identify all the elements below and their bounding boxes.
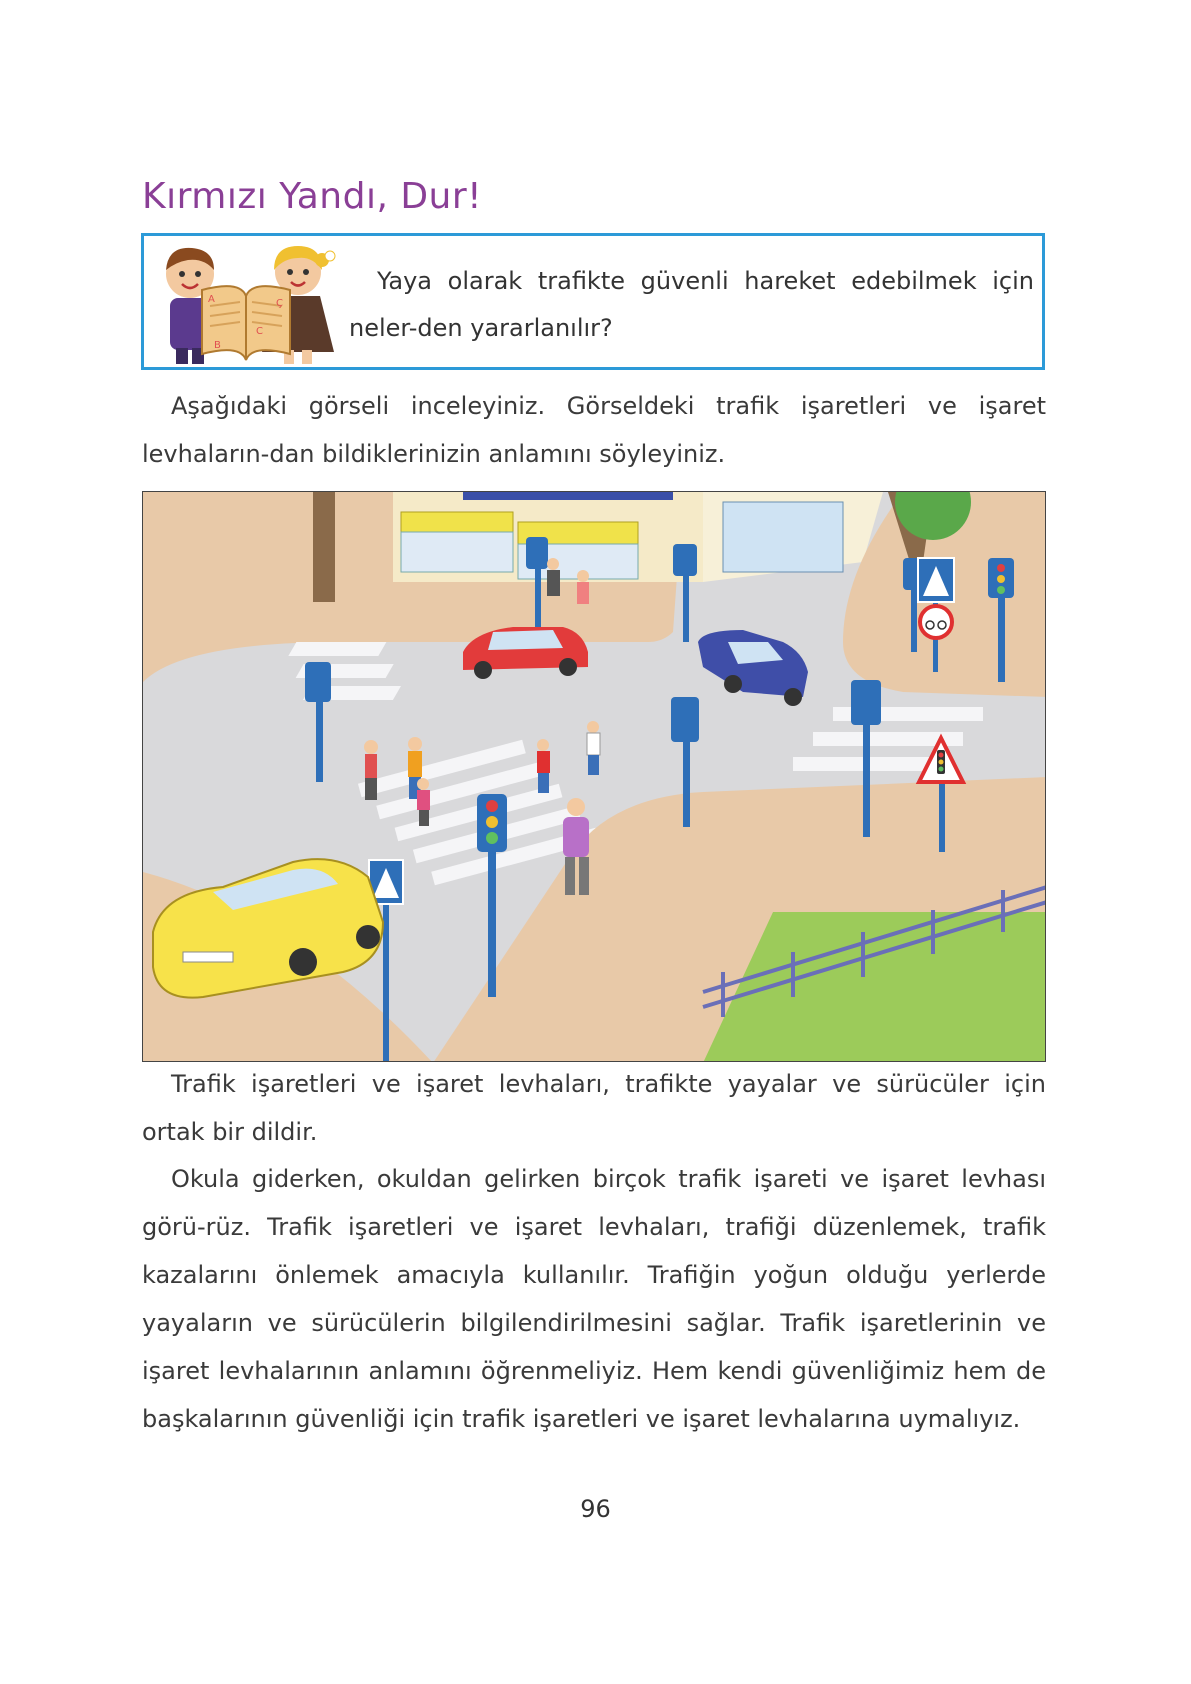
body-paragraph: Okula giderken, okuldan gelirken birçok trafik işareti ve işaret levhası görü-rüz. Trafik işaretleri ve işaret levhaları, trafiği düzenlemek, trafik kazalarını önlemek amacıyla kullanılır. Trafiğin yoğun olduğu yerlerde yayaların ve sürücülerin bilgilendirilmesini sağlar. Trafik işaretlerinin ve işaret levhalarının anlamını öğrenmeliyiz. Hem kendi güvenliğimiz hem de başkalarının güvenliği için trafik işaretleri ve işaret levhalarına uymalıyız. bbox=[142, 1165, 1046, 1433]
question-text: Yaya olarak trafikte güvenli hareket edebilmek için neler-den yararlanılır? bbox=[349, 267, 1034, 342]
tree-trunk bbox=[313, 492, 335, 602]
caption-paragraph: Trafik işaretleri ve işaret levhaları, trafikte yayalar ve sürücüler için ortak bir dildir. bbox=[142, 1070, 1046, 1146]
no-bicycle-sign bbox=[920, 606, 952, 638]
page-number: 96 bbox=[580, 1495, 611, 1523]
traffic-scene-illustration bbox=[142, 491, 1046, 1062]
book-letter-a: A bbox=[208, 294, 215, 305]
book-letter-c-cedilla: Ç bbox=[276, 298, 283, 309]
kids-reading-book-illustration bbox=[148, 240, 344, 366]
book-letter-b: B bbox=[214, 340, 221, 351]
page-title: Kırmızı Yandı, Dur! bbox=[142, 176, 483, 217]
book-letter-c: C bbox=[256, 326, 263, 337]
question-box bbox=[141, 233, 1045, 370]
instruction-paragraph: Aşağıdaki görseli inceleyiniz. Görseldeki trafik işaretleri ve işaret levhaların-dan bildiklerinizin anlamını söyleyiniz. bbox=[142, 392, 1046, 468]
